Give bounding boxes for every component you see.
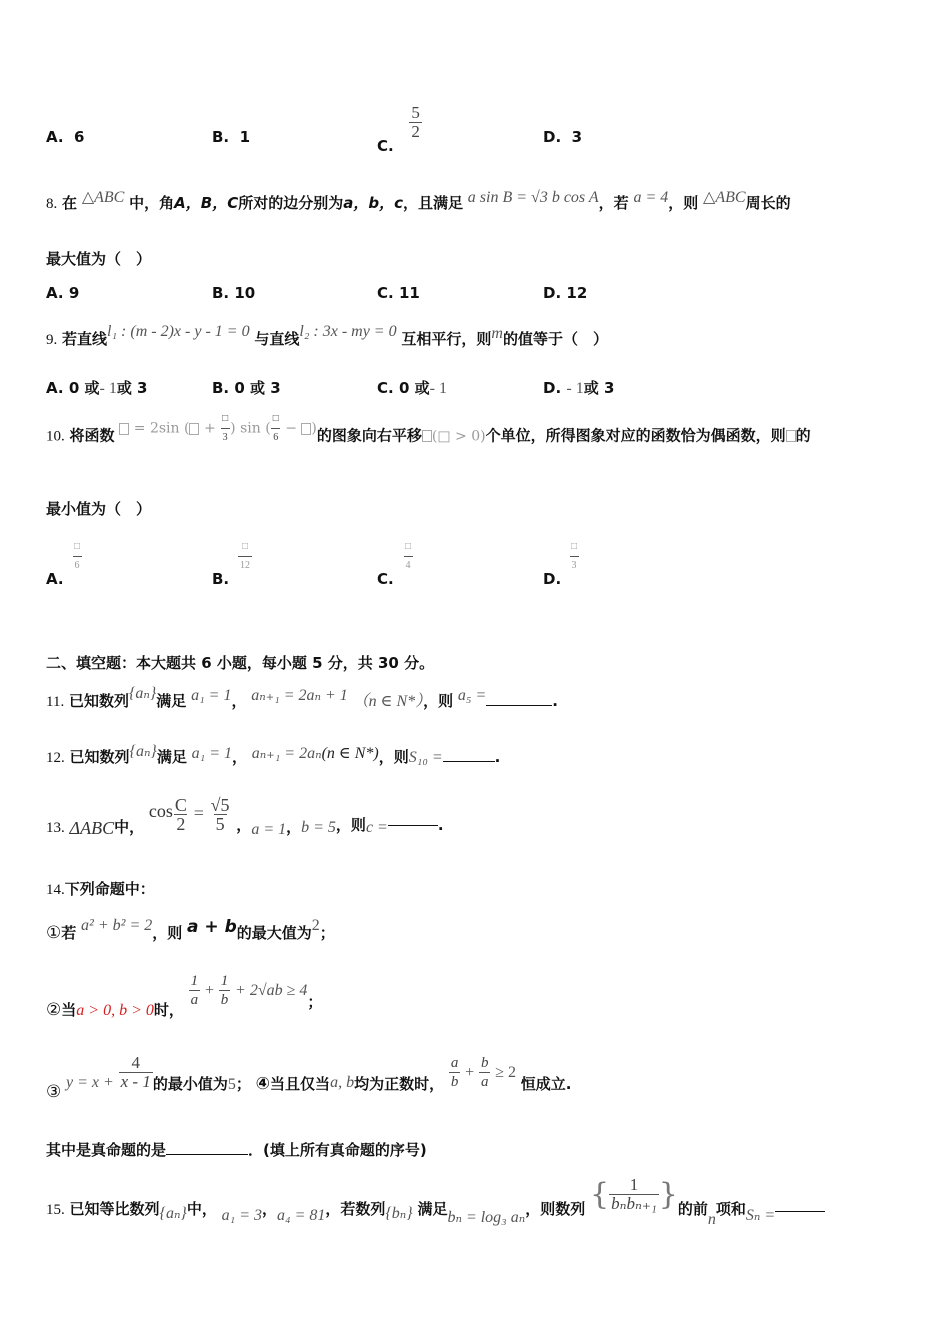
q7-option-a-label: A. <box>46 128 64 146</box>
q14-p4-text-a: 当且仅当 <box>270 1075 331 1093</box>
q12-text-a: 已知数列 <box>69 748 130 766</box>
q14-p1-value: 2 <box>311 917 320 934</box>
q8-condition: a sin B = √3 b cos A <box>467 189 599 206</box>
q14-summary-text-a: 其中是真命题的是 <box>46 1141 167 1159</box>
q14-p4-mark: ④ <box>255 1074 271 1094</box>
q10-text-a: 将函数 <box>69 426 115 445</box>
q12-text-b: 满足 <box>156 748 187 766</box>
q8-option-c <box>377 284 420 302</box>
q8-option-b-label: B. <box>212 284 230 302</box>
q14-summary <box>46 1139 427 1160</box>
q10-option-b-label: B. <box>212 570 230 588</box>
q9-option-a-text: 0 或 <box>68 379 100 397</box>
q10-func-text: = 2sin <box>133 420 180 437</box>
q9-option-d-math: - 1 <box>566 380 584 397</box>
q8-angles: A，B，C <box>174 194 239 212</box>
q14-p2-text-a: 当 <box>61 1001 77 1019</box>
q8-option-b-value: 10 <box>234 284 256 302</box>
q7-option-b-label: B. <box>212 128 230 146</box>
q14-p1-mark: ① <box>46 923 62 943</box>
q9-option-c-math: - 1 <box>429 380 447 397</box>
q14-p2-frac-2-den: b <box>220 992 229 1008</box>
q8-option-a-label: A. <box>46 284 64 302</box>
q7-option-a <box>46 128 84 146</box>
q8-line2: 最大值为（ ） <box>46 250 152 268</box>
q12-domain: (n ∈ N*) <box>321 745 379 762</box>
q9-option-d-label: D. <box>543 379 562 397</box>
q9-option-c-text: 0 或 <box>398 379 430 397</box>
q11-condition-2: aₙ₊₁ = 2aₙ + 1 <box>251 687 348 704</box>
q7-option-c-fraction <box>409 104 422 141</box>
q10-option-a-num: □ <box>74 541 81 552</box>
q15-frac-num: 1 <box>629 1175 639 1194</box>
q8-option-c-label: C. <box>377 284 394 302</box>
q7-option-b <box>212 128 250 146</box>
q9-text-a: 若直线 <box>62 330 108 348</box>
q8-option-c-value: 11 <box>398 284 420 302</box>
q15-text-f: 的前 <box>677 1200 708 1218</box>
q15-condition-2: a₄ = 81 <box>277 1207 326 1224</box>
q10-func-frac-1-den: 3 <box>221 428 230 447</box>
q14-p1-end: ； <box>319 924 335 942</box>
q9-option-a-label: A. <box>46 379 64 397</box>
q9-option-b-text: 0 或 3 <box>234 379 281 397</box>
q14-p3-frac-num: 4 <box>131 1053 140 1072</box>
q8-text-f: ，则 <box>668 194 699 212</box>
q7-option-c-numerator: 5 <box>411 103 420 122</box>
q10-func-frac-2-den: 6 <box>271 428 280 447</box>
q14-p3-function: y = x + <box>66 1074 114 1091</box>
q12-number: 12. <box>46 750 65 766</box>
q12-stem: 12. 已知数列{aₙ}满足 a₁ = 1， aₙ₊₁ = 2aₙ(n ∈ N*)，则S₁₀ = . <box>46 743 501 766</box>
q8-a-value: a = 4 <box>633 189 669 206</box>
q10-option-a-den: 6 <box>73 556 82 575</box>
q10-option-c-label: C. <box>377 570 394 588</box>
q11-text-b: 满足 <box>156 692 187 710</box>
q10-option-d-num: □ <box>571 541 578 552</box>
q14-p3-end: ； <box>235 1075 251 1093</box>
q14-p2-frac-2-num: 1 <box>220 973 229 989</box>
q15-sequence-a: {aₙ} <box>159 1205 187 1222</box>
q10-x-placeholder-2 <box>301 423 311 435</box>
q15-condition-1: a₁ = 3 <box>221 1207 262 1224</box>
q13-answer-blank[interactable] <box>388 811 438 826</box>
q7-option-a-value: 6 <box>74 128 85 146</box>
q15-answer-blank[interactable] <box>775 1197 825 1212</box>
q14-p1-equation: a² + b² = 2 <box>81 917 153 934</box>
q14-answer-blank[interactable] <box>166 1140 248 1155</box>
q8-text-d: ，且满足 <box>403 194 464 212</box>
q14-proposition-3-4: ③ y = x + $\frac{4}{x - 1}$ 的最小值为5； ④当且仅当a, b均为正数时， $\frac{a}{b}$ + $\frac{b}{a}$ ≥ 2 恒成立. <box>46 1053 572 1102</box>
q13-equals: = <box>193 803 204 823</box>
q12-condition-2: aₙ₊₁ = 2aₙ <box>251 745 322 762</box>
q14-p2-frac-1-den: a <box>190 992 199 1008</box>
q10-shift: (□ > 0) <box>431 428 486 445</box>
q14-p4-ab: a, b <box>330 1074 355 1091</box>
q8-option-d-value: 12 <box>566 284 588 302</box>
q13-text-b: ，则 <box>335 816 366 834</box>
q15-stem: 15. 已知等比数列{aₙ}中， a₁ = 3，a₄ = 81，若数列{bₙ} 满足bₙ = log₃ aₙ，则数列 { $\frac{1}{\text{bₙbₙ₊₁}}$ }的前n项和Sₙ = <box>46 1176 825 1213</box>
q10-text-d: 的 <box>795 426 811 445</box>
q8-option-b <box>212 284 255 302</box>
q14-p2-inequality: + 2√ab ≥ 4 <box>235 982 308 999</box>
q14-p4-frac-1 <box>449 1054 461 1091</box>
q14-p4-frac-2 <box>479 1054 491 1091</box>
q13-cos: cos <box>148 801 173 821</box>
q14-p1-text-b: ，则 <box>152 924 183 942</box>
q14-p3-mark: ③ <box>46 1082 62 1102</box>
q9-number: 9. <box>46 332 58 348</box>
q8-text-a: 在 <box>62 194 78 212</box>
q9-line-2: l₂ : 3x - my = 0 <box>299 323 397 340</box>
q12-text-c: ，则 <box>378 748 409 766</box>
q10-option-a-frac <box>72 538 82 575</box>
q10-func-frac-1-num: □ <box>222 413 229 424</box>
q14-p3-frac <box>119 1054 153 1091</box>
q15-target: Sₙ = <box>745 1207 776 1224</box>
q13-root-frac-den: 5 <box>215 814 225 834</box>
q10-option-a-label: A. <box>46 570 64 588</box>
q10-func-sin: sin <box>240 420 261 437</box>
q9-line-1: l₁ : (m - 2)x - y - 1 = 0 <box>107 323 250 340</box>
q14-p4-frac-1-num: a <box>450 1055 459 1071</box>
q14-p4-text-b: 均为正数时， <box>354 1075 445 1093</box>
q15-frac <box>609 1176 659 1213</box>
q8-triangle: △ABC <box>81 189 125 206</box>
q11-target: a₅ = <box>457 687 487 704</box>
q9-option-a-math: - 1 <box>99 380 117 397</box>
q15-frac-den: bₙbₙ₊₁ <box>611 1194 657 1213</box>
q10-phi-placeholder <box>422 430 432 442</box>
q10-number: 10. <box>46 428 65 445</box>
q15-n: n <box>707 1211 716 1228</box>
q10-func-frac-2-num: □ <box>272 413 279 424</box>
q14-p3-text-a: 的最小值为 <box>152 1075 228 1093</box>
q8-option-a <box>46 284 79 302</box>
q10-x-placeholder-1 <box>189 423 199 435</box>
q14-summary-text-b: ．(填上所有真命题的序号) <box>248 1141 427 1159</box>
q8-text-g: 周长的 <box>745 194 791 212</box>
q9-text-d: 的值等于（ ） <box>502 330 608 348</box>
q13-stem: 13. ΔABC中， cos $\frac{C}{2}$ = $\frac{√5}{5}$ ，a = 1，b = 5，则c = . <box>46 795 444 838</box>
q9-option-b <box>212 377 281 398</box>
q13-triangle: ΔABC <box>69 818 115 838</box>
q10-func-frac-2 <box>271 410 281 447</box>
q14-p4-text-c: 恒成立. <box>520 1075 572 1093</box>
q14-p2-condition: a > 0, b > 0 <box>76 1002 154 1019</box>
section-2-heading: 二、填空题：本大题共 6 小题，每小题 5 分，共 30 分。 <box>46 654 435 672</box>
q11-text-c: ，则 <box>423 692 454 710</box>
q10-option-d <box>543 538 578 588</box>
q9-option-a <box>46 377 148 398</box>
q10-option-a <box>46 538 81 588</box>
q15-text-d: 满足 <box>417 1200 448 1218</box>
q15-number: 15. <box>46 1202 65 1218</box>
q10-option-c-num: □ <box>405 541 412 552</box>
q14-p3-frac-den: x - 1 <box>120 1072 151 1091</box>
q14-proposition-2: ②当a > 0, b > 0时， $\frac{1}{a}$ + $\frac{1}{b}$ + 2√ab ≥ 4； <box>46 973 323 1020</box>
q10-option-c-frac <box>403 538 413 575</box>
q9-option-c <box>377 377 447 398</box>
q10-option-b-num: □ <box>241 541 249 552</box>
q15-reciprocal-sequence: { $\frac{1}{\text{bₙbₙ₊₁}}$ } <box>590 1175 678 1213</box>
q8-text-c: 所对的边分别为 <box>238 194 344 212</box>
q11-condition-1: a₁ = 1 <box>191 687 232 704</box>
q14-p4-inequality: ≥ 2 <box>495 1064 517 1081</box>
q7-option-c <box>377 103 422 155</box>
q12-target: S₁₀ = <box>408 749 443 766</box>
q7-option-c-label: C. <box>377 137 394 155</box>
q10-text-c: 个单位，所得图象对应的函数恰为偶函数，则 <box>485 426 786 445</box>
q15-sequence-b: {bₙ} <box>385 1205 413 1222</box>
q13-end: . <box>437 816 444 834</box>
q8-sides: a，b，c <box>343 194 403 212</box>
q14-proposition-1 <box>46 917 335 943</box>
q12-condition-1: a₁ = 1 <box>191 745 232 762</box>
q12-end: . <box>494 748 501 766</box>
q10-func-minus: − <box>285 420 297 437</box>
q10-text-b: 的图象向右平移 <box>316 426 422 445</box>
q9-option-a-tail: 或 3 <box>116 379 148 397</box>
q7-option-d <box>543 128 582 146</box>
q14-title-text: 下列命题中： <box>64 880 155 898</box>
q13-text-a: 中， <box>114 818 145 836</box>
q10-func-plus: + <box>203 420 216 437</box>
q14-p2-end: ； <box>307 993 323 1011</box>
q14-p1-text-a: 若 <box>61 924 77 942</box>
q7-option-b-value: 1 <box>239 128 251 146</box>
q15-text-e: ，则数列 <box>525 1200 586 1218</box>
q10-stem <box>46 413 811 455</box>
q10-phi-placeholder-2 <box>786 430 796 442</box>
q13-root-frac <box>209 796 232 833</box>
q13-b-value: b = 5 <box>301 819 336 836</box>
q14-p2-text-b: 时， <box>153 1001 184 1019</box>
q14-p3-value: 5 <box>227 1076 236 1093</box>
q15-text-a: 已知等比数列 <box>69 1200 160 1218</box>
q11-domain: （n ∈ N*） <box>352 693 424 710</box>
q9-stem <box>46 323 608 349</box>
q10-y-placeholder <box>119 423 129 435</box>
q7-option-c-denominator: 2 <box>411 122 420 141</box>
q9-option-c-label: C. <box>377 379 394 397</box>
q14-title <box>46 878 155 899</box>
q7-option-d-label: D. <box>543 128 562 146</box>
q10-option-c <box>377 538 412 588</box>
q11-stem: 11. 已知数列{aₙ}满足 a₁ = 1， aₙ₊₁ = 2aₙ + 1 （n ∈ N*），则 a₅ = . <box>46 685 558 710</box>
q14-p2-frac-1-num: 1 <box>190 973 199 989</box>
q10-option-c-den: 4 <box>404 556 413 575</box>
q9-text-b: 与直线 <box>254 330 300 348</box>
q15-text-g: 项和 <box>715 1200 746 1218</box>
q10-option-b-frac <box>238 538 252 575</box>
q9-option-d-tail: 或 3 <box>583 379 615 397</box>
q9-m: m <box>491 325 503 342</box>
q8-option-a-value: 9 <box>68 284 80 302</box>
q11-sequence: {aₙ} <box>129 685 157 702</box>
q9-option-b-label: B. <box>212 379 230 397</box>
q9-option-d <box>543 377 614 398</box>
q14-p4-frac-2-den: a <box>480 1074 489 1090</box>
q11-answer-blank[interactable] <box>486 691 552 706</box>
q8-text-e: ，若 <box>598 194 629 212</box>
q12-sequence: {aₙ} <box>129 743 157 760</box>
q10-function: = 2sin ( + $\frac{□}{3}$ ) sin ( $\frac{□}{6}$ − ) <box>119 410 317 447</box>
q10-option-b-den: 12 <box>238 556 252 575</box>
q13-root-frac-num: √5 <box>210 795 230 815</box>
q13-cos-expression <box>149 796 232 833</box>
q13-cos-frac-num: C <box>174 795 187 815</box>
q15-text-c: ，若数列 <box>325 1200 386 1218</box>
q15-text-b: 中， <box>186 1200 217 1218</box>
q14-p1-text-c: 的最大值为 <box>236 924 312 942</box>
q14-p1-a-plus-b: a + b <box>187 917 237 937</box>
q14-number: 14. <box>46 882 65 898</box>
q8-option-d <box>543 284 587 302</box>
q14-p2-frac-2 <box>219 972 231 1009</box>
q8-option-d-label: D. <box>543 284 562 302</box>
q8-triangle-2: △ABC <box>703 189 746 206</box>
q14-p4-frac-2-num: b <box>480 1055 489 1071</box>
q10-func-frac-1 <box>220 410 230 447</box>
q13-a-value: a = 1 <box>251 821 287 838</box>
q10-option-d-label: D. <box>543 570 562 588</box>
q14-p4-frac-1-den: b <box>450 1074 459 1090</box>
q10-option-b <box>212 538 250 588</box>
q8-stem <box>46 189 791 213</box>
q8-number: 8. <box>46 196 58 212</box>
q13-target: c = <box>365 819 388 836</box>
q7-option-d-value: 3 <box>571 128 583 146</box>
q14-p2-frac-1 <box>189 972 201 1009</box>
q10-option-d-frac <box>569 538 579 575</box>
q13-cos-frac <box>173 796 189 833</box>
q13-cos-frac-den: 2 <box>176 814 186 834</box>
q10-option-d-den: 3 <box>570 556 579 575</box>
q15-b-definition: bₙ = log₃ aₙ <box>447 1209 526 1226</box>
q14-p2-mark: ② <box>46 1000 62 1020</box>
q13-number: 13. <box>46 820 65 836</box>
q9-text-c: 互相平行，则 <box>401 330 492 348</box>
q11-text-a: 已知数列 <box>68 692 129 710</box>
q10-line2: 最小值为（ ） <box>46 500 152 518</box>
q11-end: . <box>552 692 558 710</box>
q11-number: 11. <box>46 694 65 710</box>
q12-answer-blank[interactable] <box>443 747 495 762</box>
q8-text-b: 中，角 <box>129 194 175 212</box>
